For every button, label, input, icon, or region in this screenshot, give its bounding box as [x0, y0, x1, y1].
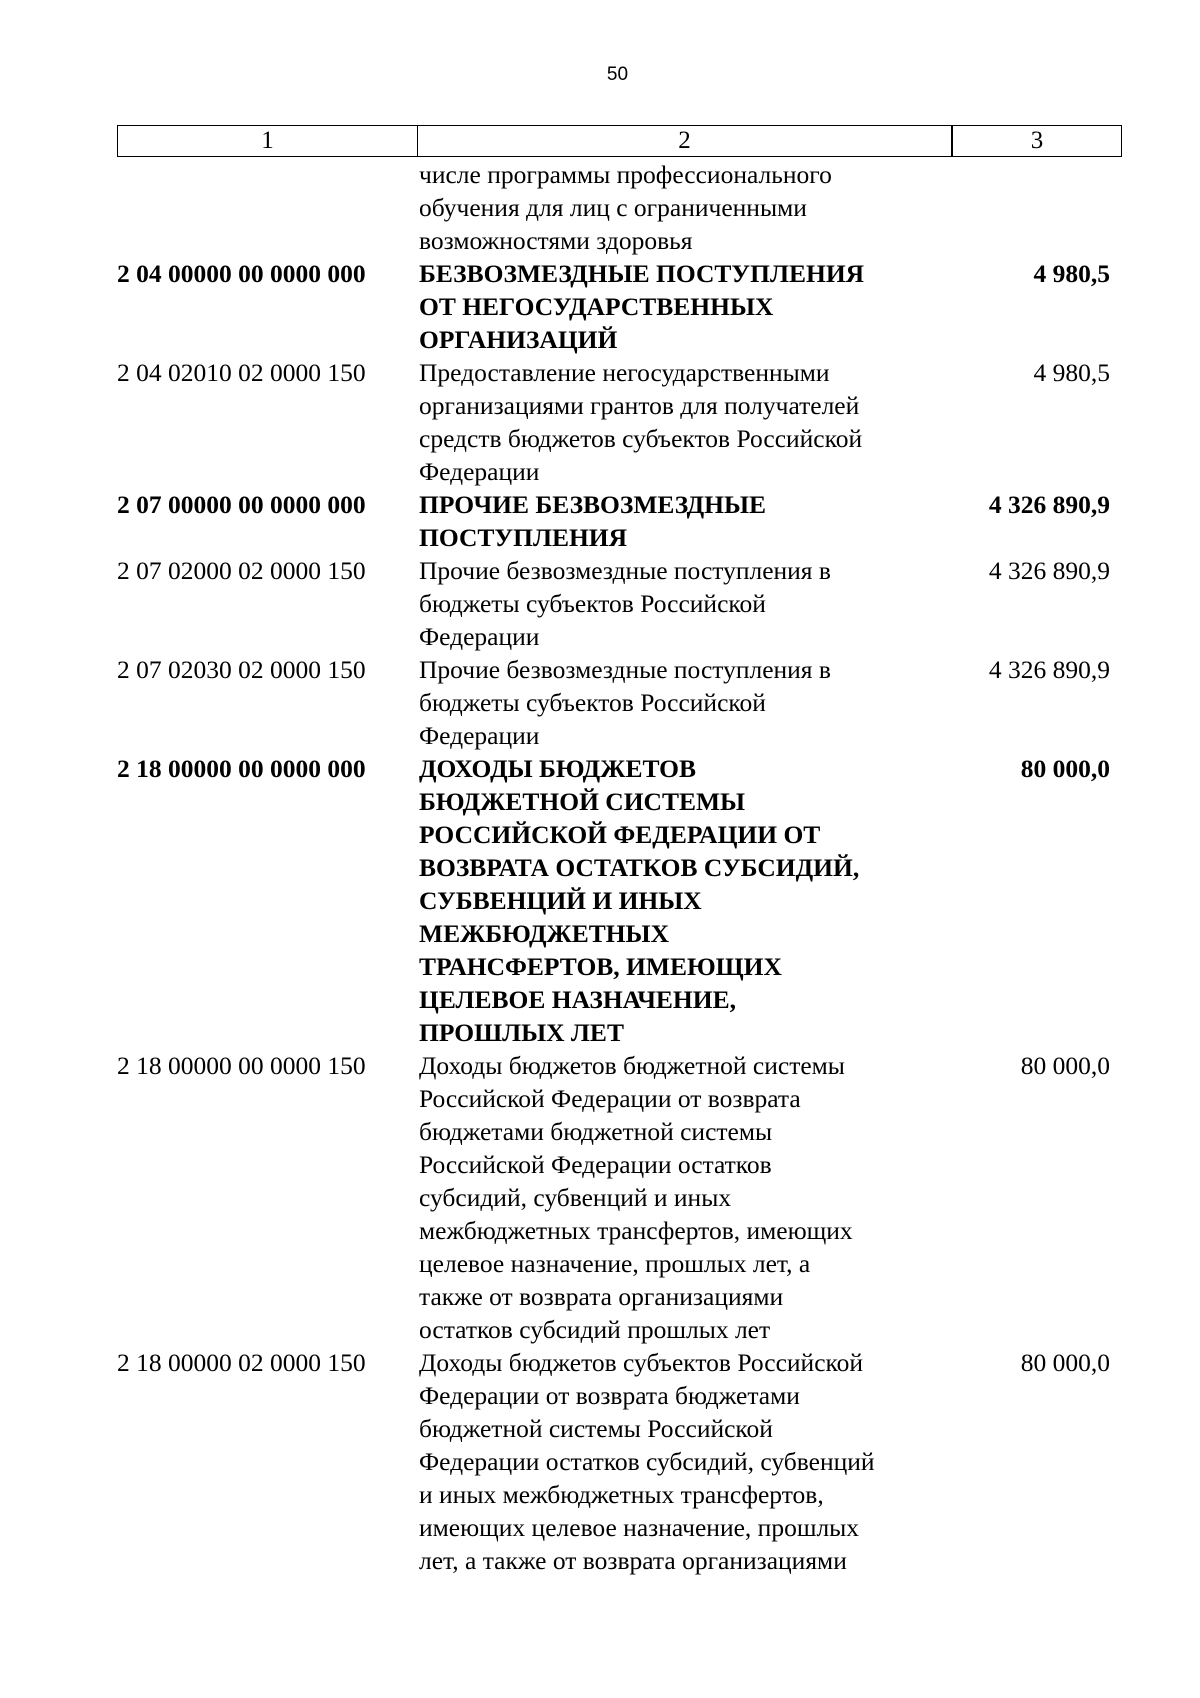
description-line: бюджеты субъектов Российской [419, 589, 766, 618]
table-row [117, 257, 1122, 356]
description-line: Предоставление негосударственными [419, 358, 830, 387]
description-line: СУБВЕНЦИЙ И ИНЫХ [419, 886, 702, 915]
row-code: 2 04 02010 02 0000 150 [117, 358, 366, 387]
description-line: средств бюджетов субъектов Российской [419, 424, 863, 453]
header-col-1: 1 [117, 125, 418, 157]
description-line: ЦЕЛЕВОЕ НАЗНАЧЕНИЕ, [419, 985, 736, 1014]
description-line: бюджетной системы Российской [419, 1414, 773, 1443]
table-row [117, 158, 1122, 257]
description-line: Прочие безвозмездные поступления в [419, 556, 831, 585]
description-line: субсидий, субвенций и иных [419, 1183, 732, 1212]
row-amount: 4 326 890,9 [988, 490, 1110, 519]
page-number: 50 [606, 64, 629, 85]
row-code: 2 07 02000 02 0000 150 [117, 556, 366, 585]
description-line: целевое назначение, прошлых лет, а [419, 1249, 811, 1278]
row-code: 2 07 02030 02 0000 150 [117, 655, 366, 684]
description-line: Прочие безвозмездные поступления в [419, 655, 831, 684]
table-row [117, 554, 1122, 653]
table-row [117, 356, 1122, 488]
row-code: 2 07 00000 00 0000 000 [117, 490, 366, 519]
description-line: Доходы бюджетов бюджетной системы [419, 1051, 845, 1080]
row-description [407, 1049, 922, 1346]
description-line: организациями грантов для получателей [419, 391, 860, 420]
row-amount: 4 980,5 [1033, 259, 1110, 288]
header-col-2: 2 [418, 125, 952, 157]
description-line: Российской Федерации остатков [419, 1150, 772, 1179]
description-line: Федерации [419, 721, 540, 750]
description-line: РОССИЙСКОЙ ФЕДЕРАЦИИ ОТ [419, 820, 821, 849]
description-line: Федерации [419, 622, 540, 651]
row-amount: 80 000,0 [1020, 1348, 1110, 1377]
description-line: Российской Федерации от возврата [419, 1084, 801, 1113]
header-col-3: 3 [952, 125, 1122, 157]
row-description [407, 488, 922, 554]
description-line: ОРГАНИЗАЦИЙ [419, 325, 618, 354]
description-line: обучения для лиц с ограниченными [419, 193, 807, 222]
table-row [117, 1049, 1122, 1346]
row-amount: 80 000,0 [1020, 1051, 1110, 1080]
row-amount: 4 980,5 [1033, 358, 1110, 387]
description-line: межбюджетных трансфертов, имеющих [419, 1216, 853, 1245]
description-line: ДОХОДЫ БЮДЖЕТОВ [419, 754, 696, 783]
description-line: и иных межбюджетных трансфертов, [419, 1480, 824, 1509]
description-line: ВОЗВРАТА ОСТАТКОВ СУБСИДИЙ, [419, 853, 860, 882]
row-description [407, 752, 922, 1049]
description-line: Федерации от возврата бюджетами [419, 1381, 800, 1410]
description-line: остатков субсидий прошлых лет [419, 1315, 771, 1344]
description-line: ТРАНСФЕРТОВ, ИМЕЮЩИХ [419, 952, 782, 981]
row-amount: 4 326 890,9 [988, 655, 1110, 684]
row-code: 2 18 00000 02 0000 150 [117, 1348, 366, 1377]
description-line: имеющих целевое назначение, прошлых [419, 1513, 860, 1542]
description-line: ПРОШЛЫХ ЛЕТ [419, 1018, 624, 1047]
row-code: 2 04 00000 00 0000 000 [117, 259, 366, 288]
description-line: Доходы бюджетов субъектов Российской [419, 1348, 863, 1377]
table-row [117, 488, 1122, 554]
table-row [117, 1346, 1122, 1577]
row-amount: 80 000,0 [1020, 754, 1110, 783]
table-header [117, 125, 1122, 157]
table-row [117, 752, 1122, 1049]
row-amount: 4 326 890,9 [988, 556, 1110, 585]
description-line: БЕЗВОЗМЕЗДНЫЕ ПОСТУПЛЕНИЯ [419, 259, 865, 288]
row-description [407, 158, 922, 257]
row-description [407, 1346, 922, 1577]
description-line: также от возврата организациями [419, 1282, 784, 1311]
row-code: 2 18 00000 00 0000 150 [117, 1051, 366, 1080]
description-line: ОТ НЕГОСУДАРСТВЕННЫХ [419, 292, 774, 321]
row-code: 2 18 00000 00 0000 000 [117, 754, 366, 783]
description-line: возможностями здоровья [419, 226, 693, 255]
description-line: БЮДЖЕТНОЙ СИСТЕМЫ [419, 787, 746, 816]
description-line: ПРОЧИЕ БЕЗВОЗМЕЗДНЫЕ [419, 490, 767, 519]
description-line: числе программы профессионального [419, 160, 832, 189]
description-line: бюджетами бюджетной системы [419, 1117, 773, 1146]
description-line: бюджеты субъектов Российской [419, 688, 766, 717]
table-row [117, 653, 1122, 752]
description-line: МЕЖБЮДЖЕТНЫХ [419, 919, 670, 948]
description-line: Федерации остатков субсидий, субвенций [419, 1447, 875, 1476]
row-description [407, 554, 922, 653]
row-description [407, 257, 922, 356]
description-line: лет, а также от возврата организациями [419, 1546, 847, 1575]
description-line: ПОСТУПЛЕНИЯ [419, 523, 628, 552]
table-body [117, 158, 1122, 1577]
row-description [407, 356, 922, 488]
description-line: Федерации [419, 457, 540, 486]
row-description [407, 653, 922, 752]
